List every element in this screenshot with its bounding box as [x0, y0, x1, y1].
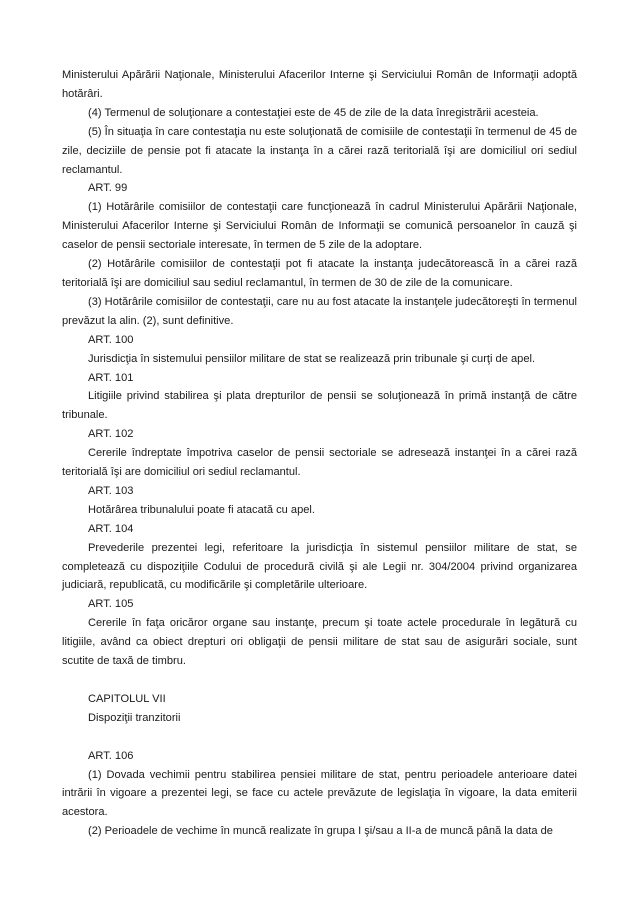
paragraph-art102: Cererile îndreptate împotriva caselor de pensii sectoriale se adresează instanţei în a cărei rază teritorială îşi are domiciliul ori sediul reclamantul. [62, 447, 577, 479]
paragraph-art99-1: (1) Hotărârile comisiilor de contestaţii care funcţionează în cadrul Ministerului Apărării Naţionale, Ministerului Afacerilor Interne şi Serviciului Român de Informaţii se comunică persoanelor în cauză şi caselor de pensii sectoriale interesate, în termen de 5 zile de la adoptare. [62, 201, 577, 252]
paragraph-art99-3: (3) Hotărârile comisiilor de contestaţii, care nu au fost atacate la instanţele judecătoreşti în termenul prevăzut la alin. (2), sunt definitive. [62, 295, 577, 327]
article-heading-103: ART. 103 [88, 484, 134, 497]
paragraph-art99-2: (2) Hotărârile comisiilor de contestaţii pot fi atacate la instanţa judecătorească în a cărei rază teritorială îşi are domiciliul sau sediul reclamantul, în termen de 30 de zile de la comunicare. [62, 258, 577, 289]
article-heading-105: ART. 105 [88, 598, 134, 611]
chapter-title: Dispoziţii tranzitorii [88, 711, 181, 724]
paragraph-continuation: Ministerului Apărării Naţionale, Ministerului Afacerilor Interne şi Serviciului Român de Informaţii adoptă hotărâri. [62, 69, 577, 100]
paragraph-art101: Litigiile privind stabilirea şi plata drepturilor de pensii se soluţionează în primă instanţă de către tribunale. [62, 390, 577, 422]
paragraph-art100: Jurisdicţia în sistemului pensiilor militare de stat se realizează prin tribunale şi curţi de apel. [88, 352, 536, 365]
article-heading-106: ART. 106 [88, 749, 134, 762]
paragraph-art103: Hotărârea tribunalului poate fi atacată cu apel. [88, 503, 315, 516]
paragraph-art98-4: (4) Termenul de soluţionare a contestaţiei este de 45 de zile de la data înregistrării acesteia. [88, 106, 539, 119]
article-heading-102: ART. 102 [88, 428, 134, 441]
article-heading-100: ART. 100 [88, 333, 134, 346]
article-heading-99: ART. 99 [88, 182, 128, 195]
article-heading-104: ART. 104 [88, 522, 134, 535]
article-heading-101: ART. 101 [88, 371, 134, 384]
paragraph-art104: Prevederile prezentei legi, referitoare la jurisdicţia în sistemul pensiilor militare de stat, se completează cu dispoziţiile Codului de procedură civilă şi ale Legii nr. 304/2004 privind organizarea judiciară, republicată, cu modificările şi completările ulterioare. [62, 541, 577, 592]
blank-line [62, 728, 577, 747]
paragraph-art106-2: (2) Perioadele de vechime în muncă realizate în grupa I şi/sau a II-a de muncă până la data de [88, 825, 553, 838]
blank-line [62, 671, 577, 690]
paragraph-art105: Cererile în faţa oricăror organe sau instanţe, precum şi toate actele procedurale în legătură cu litigiile, având ca obiect drepturi ori obligaţii de pensii militare de stat sau de asigurări sociale, sunt scutite de taxă de timbru. [62, 617, 577, 668]
paragraph-art98-5: (5) În situaţia în care contestaţia nu este soluţionată de comisiile de contestaţii în termenul de 45 de zile, deciziile de pensie pot fi atacate la instanţa în a cărei rază teritorială îşi are domiciliul ori sediul reclamantul. [62, 125, 577, 176]
document-page [62, 66, 577, 841]
chapter-heading: CAPITOLUL VII [88, 692, 166, 705]
paragraph-art106-1: (1) Dovada vechimii pentru stabilirea pensiei militare de stat, pentru perioadele anterioare datei intrării în vigoare a prezentei legi, se face cu actele prevăzute de legislaţia în vigoare, la data emiterii acestora. [62, 768, 577, 819]
